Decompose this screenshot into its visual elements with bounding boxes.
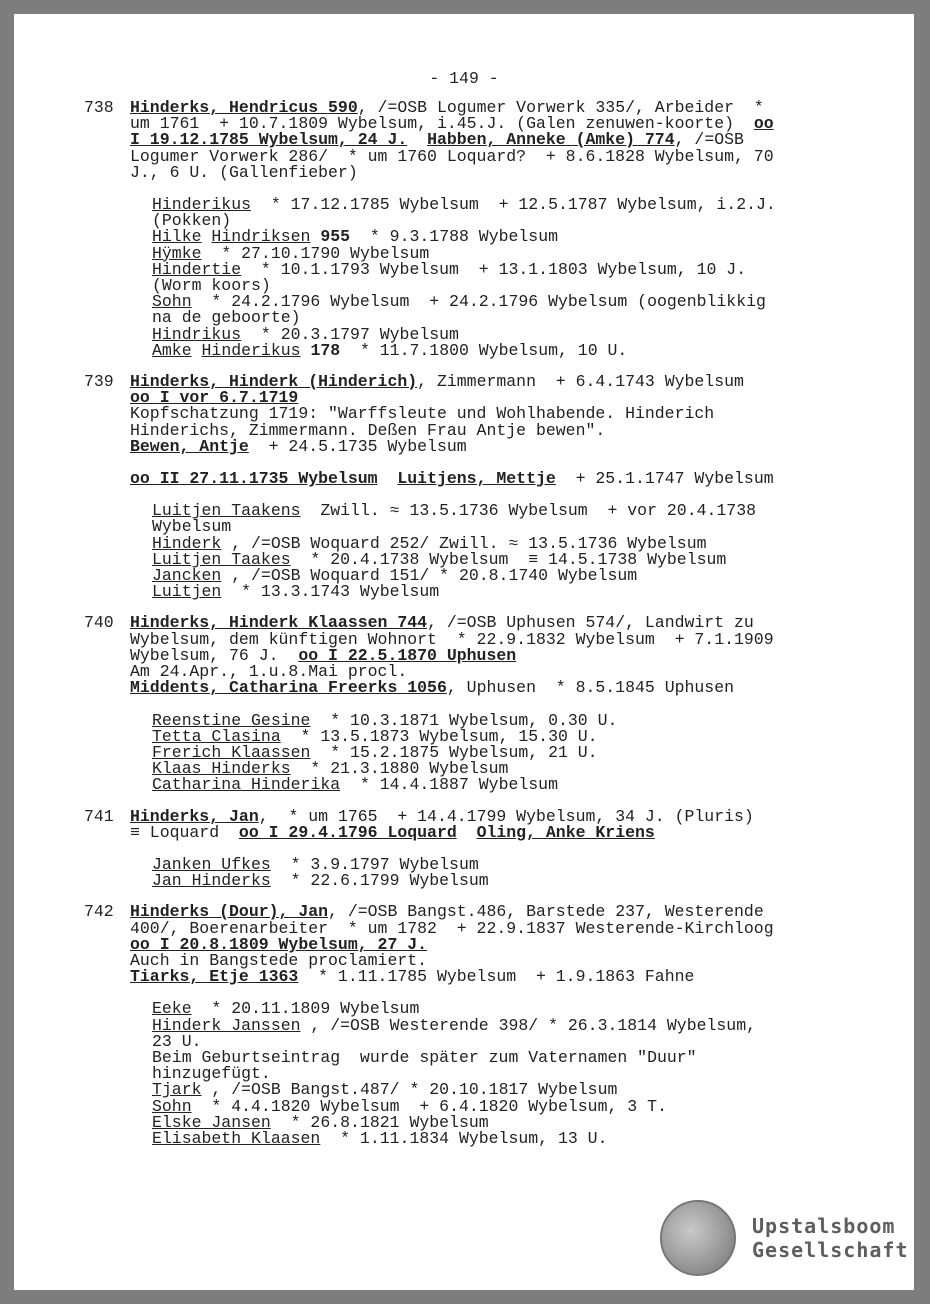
child-line: Jan Hinderks * 22.6.1799 Wybelsum xyxy=(152,871,489,891)
entry-body xyxy=(130,904,844,985)
children-list xyxy=(130,197,844,359)
child-line: Catharina Hinderika * 14.4.1887 Wybelsum xyxy=(152,775,558,795)
child-line: Elisabeth Klaasen * 1.11.1834 Wybelsum, 13 U. xyxy=(152,1128,608,1148)
seal-icon xyxy=(660,1200,736,1276)
page-number: - 149 - xyxy=(429,69,499,88)
child-line: 23 U. xyxy=(152,1031,202,1051)
child-line: Hinderikus * 17.12.1785 Wybelsum + 12.5.1787 Wybelsum, i.2.J. xyxy=(152,195,776,215)
entry-line: Wybelsum, dem künftigen Wohnort * 22.9.1832 Wybelsum + 7.1.1909 xyxy=(130,629,774,649)
logo-line-1: Upstalsboom xyxy=(752,1214,896,1238)
child-line: Hÿmke * 27.10.1790 Wybelsum xyxy=(152,243,430,263)
child-line: Tjark , /=OSB Bangst.487/ * 20.10.1817 Wybelsum xyxy=(152,1080,618,1100)
entry-line: oo II 27.11.1735 Wybelsum Luitjens, Mettje + 25.1.1747 Wybelsum xyxy=(130,469,774,489)
entry-line: Tiarks, Etje 1363 * 1.11.1785 Wybelsum + 1.9.1863 Fahne xyxy=(130,967,695,987)
entry-line: J., 6 U. (Gallenfieber) xyxy=(130,162,358,182)
entry-line: Hinderks (Dour), Jan, /=OSB Bangst.486, Barstede 237, Westerende xyxy=(130,902,764,922)
entry-line: Kopfschatzung 1719: "Warffsleute und Wohlhabende. Hinderich xyxy=(130,404,715,424)
entry-line: Auch in Bangstede proclamiert. xyxy=(130,950,428,970)
child-line: Amke Hinderikus 178 * 11.7.1800 Wybelsum, 10 U. xyxy=(152,340,628,360)
entry-line: um 1761 + 10.7.1809 Wybelsum, i.45.J. (Galen zenuwen-koorte) oo xyxy=(130,114,774,134)
child-line: Frerich Klaassen * 15.2.1875 Wybelsum, 21 U. xyxy=(152,742,598,762)
entry-body xyxy=(130,806,844,842)
entry-number: 739 xyxy=(84,372,114,392)
entry-741 xyxy=(84,806,844,891)
entry-number: 740 xyxy=(84,613,114,633)
entry-body xyxy=(130,374,844,487)
entry-body xyxy=(130,100,844,181)
logo-line-2: Gesellschaft xyxy=(752,1238,909,1262)
child-line: Jancken , /=OSB Woquard 151/ * 20.8.1740 Wybelsum xyxy=(152,566,638,586)
child-line: na de geboorte) xyxy=(152,308,301,328)
entry-body xyxy=(130,615,844,696)
entry-line: Logumer Vorwerk 286/ * um 1760 Loquard? + 8.6.1828 Wybelsum, 70 xyxy=(130,146,774,166)
entry-738 xyxy=(84,100,844,359)
document-page xyxy=(14,14,914,1290)
child-line: Hilke Hindriksen 955 * 9.3.1788 Wybelsum xyxy=(152,227,559,247)
entry-line: Hinderks, Hinderk Klaassen 744, /=OSB Uphusen 574/, Landwirt zu xyxy=(130,613,754,633)
child-line: Janken Ufkes * 3.9.1797 Wybelsum xyxy=(152,854,479,874)
entry-line: Bewen, Antje + 24.5.1735 Wybelsum xyxy=(130,436,467,456)
child-line: Hinderk , /=OSB Woquard 252/ Zwill. ≈ 13.5.1736 Wybelsum xyxy=(152,533,707,553)
entry-740 xyxy=(84,615,844,793)
children-list xyxy=(130,1001,844,1147)
child-line: Luitjen Taakens Zwill. ≈ 13.5.1736 Wybelsum + vor 20.4.1738 xyxy=(152,501,757,521)
entry-line: Hinderks, Jan, * um 1765 + 14.4.1799 Wybelsum, 34 J. (Pluris) xyxy=(130,806,754,826)
entry-line: I 19.12.1785 Wybelsum, 24 J. Habben, Anneke (Amke) 774, /=OSB xyxy=(130,130,744,150)
child-line: Reenstine Gesine * 10.3.1871 Wybelsum, 0.30 U. xyxy=(152,710,618,730)
child-line: (Pokken) xyxy=(152,211,232,231)
child-line: Hindrikus * 20.3.1797 Wybelsum xyxy=(152,324,459,344)
child-line: Sohn * 4.4.1820 Wybelsum + 6.4.1820 Wybelsum, 3 T. xyxy=(152,1096,667,1116)
child-line: Hinderk Janssen , /=OSB Westerende 398/ * 26.3.1814 Wybelsum, xyxy=(152,1015,757,1035)
entry-line: Hinderks, Hinderk (Hinderich), Zimmermann + 6.4.1743 Wybelsum xyxy=(130,372,744,392)
entry-742 xyxy=(84,904,844,1147)
child-line: Sohn * 24.2.1796 Wybelsum + 24.2.1796 Wybelsum (oogenblikkig xyxy=(152,292,766,312)
entry-line: oo I 20.8.1809 Wybelsum, 27 J. xyxy=(130,934,428,954)
entry-line: Am 24.Apr., 1.u.8.Mai procl. xyxy=(130,662,408,682)
child-line: Luitjen * 13.3.1743 Wybelsum xyxy=(152,582,440,602)
child-line: Tetta Clasina * 13.5.1873 Wybelsum, 15.30 U. xyxy=(152,726,598,746)
entry-line: oo I vor 6.7.1719 xyxy=(130,388,299,408)
entry-number: 741 xyxy=(84,806,114,826)
child-line: Beim Geburtseintrag wurde später zum Vaternamen "Duur" xyxy=(152,1047,697,1067)
entry-line: Wybelsum, 76 J. oo I 22.5.1870 Uphusen xyxy=(130,645,517,665)
child-line: Elske Jansen * 26.8.1821 Wybelsum xyxy=(152,1112,489,1132)
logo xyxy=(660,1200,909,1276)
children-list xyxy=(130,854,844,891)
entry-line: ≡ Loquard oo I 29.4.1796 Loquard Oling, Anke Kriens xyxy=(130,822,655,842)
entry-line: Hinderichs, Zimmermann. Deßen Frau Antje bewen". xyxy=(130,420,606,440)
entry-number: 742 xyxy=(84,902,114,922)
entry-line: 400/, Boerenarbeiter * um 1782 + 22.9.1837 Westerende-Kirchloog xyxy=(130,918,774,938)
child-line: Luitjen Taakes * 20.4.1738 Wybelsum ≡ 14.5.1738 Wybelsum xyxy=(152,549,727,569)
logo-text xyxy=(752,1214,909,1262)
entry-line: Hinderks, Hendricus 590, /=OSB Logumer Vorwerk 335/, Arbeider * xyxy=(130,98,764,117)
entries-container xyxy=(84,100,844,1162)
child-line: hinzugefügt. xyxy=(152,1064,271,1084)
child-line: Hindertie * 10.1.1793 Wybelsum + 13.1.1803 Wybelsum, 10 J. xyxy=(152,259,747,279)
children-list xyxy=(130,710,844,795)
child-line: Wybelsum xyxy=(152,517,232,537)
entry-739 xyxy=(84,374,844,600)
child-line: Eeke * 20.11.1809 Wybelsum xyxy=(152,999,420,1019)
entry-number: 738 xyxy=(84,98,114,117)
entry-line: Middents, Catharina Freerks 1056, Uphusen * 8.5.1845 Uphusen xyxy=(130,678,735,698)
child-line: Klaas Hinderks * 21.3.1880 Wybelsum xyxy=(152,759,509,779)
children-list xyxy=(130,503,844,600)
child-line: (Worm koors) xyxy=(152,276,271,296)
